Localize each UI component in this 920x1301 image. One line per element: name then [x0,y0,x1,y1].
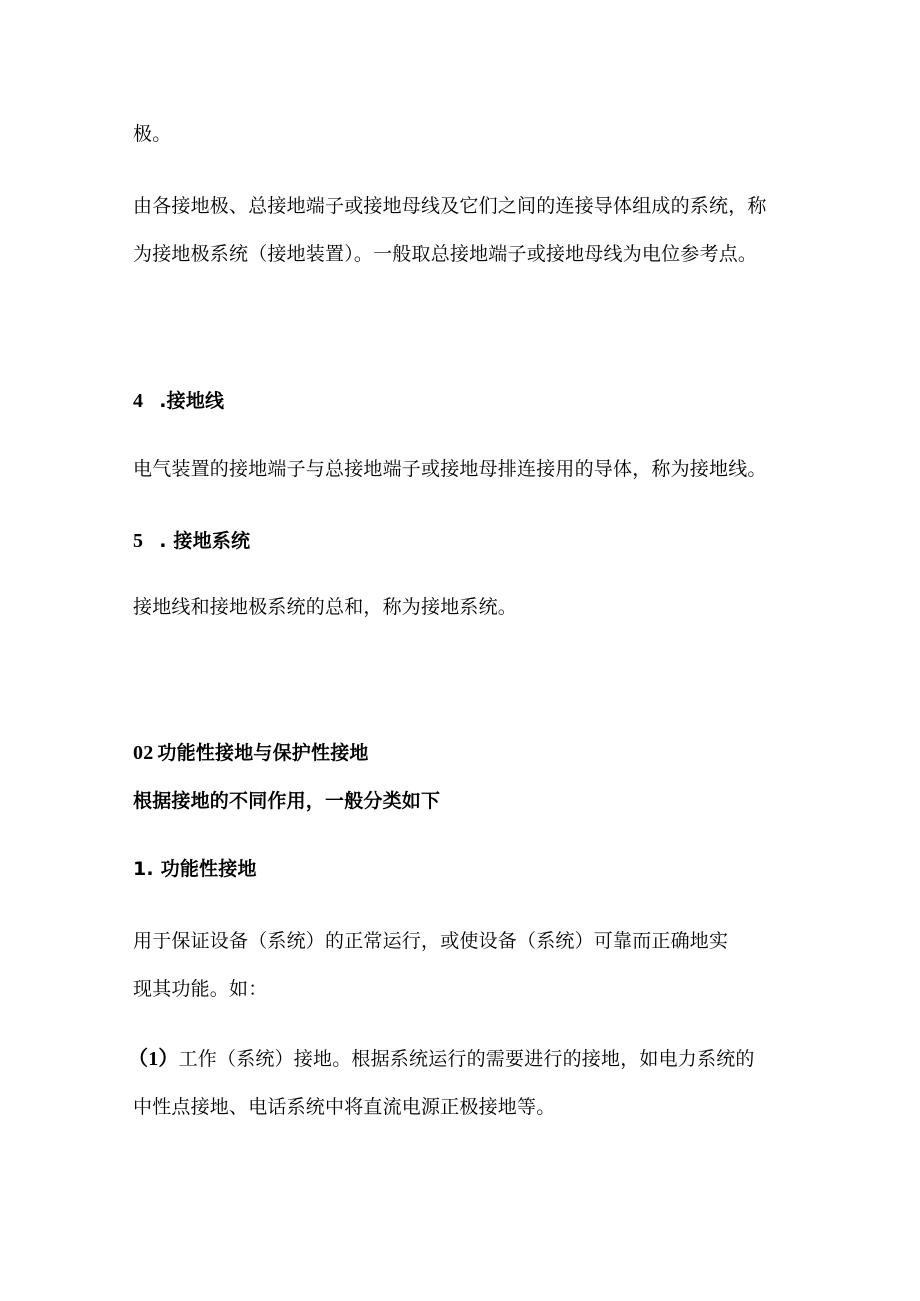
paragraph-grounding-system-line1: 由各接地极、总接地端子或接地母线及它们之间的连接导体组成的系统，称 [133,195,767,217]
paragraph-grounding-system-line2: 为接地极系统（接地装置）。一般取总接地端子或接地母线为电位参考点。 [133,243,758,265]
list-item-1-line1 [128,1046,755,1072]
section-02-subheading: 根据接地的不同作用，一般分类如下 [133,790,441,812]
list-item-1-number: （1） [128,1048,179,1070]
section-02-title: 功能性接地与保护性接地 [157,742,369,764]
paragraph-1-line2: 现其功能。如： [133,978,268,1000]
paragraph-5: 接地线和接地极系统的总和，称为接地系统。 [133,596,518,618]
heading-5 [133,528,250,554]
heading-5-number: 5 [133,530,144,552]
paragraph-1-line1: 用于保证设备（系统）的正常运行，或使设备（系统）可靠而正确地实 [133,930,729,952]
list-item-1-text: 工作（系统）接地。根据系统运行的需要进行的接地，如电力系统的 [178,1048,755,1070]
heading-1-functional-grounding: 1. 功能性接地 [133,858,257,880]
heading-4 [133,388,224,414]
paragraph-intro-tail: 极。 [133,123,172,145]
heading-5-title: . 接地系统 [159,530,251,552]
heading-4-number: 4 [133,390,144,412]
section-02-heading [133,740,369,766]
section-02-number: 02 [133,742,154,764]
list-item-1-line2: 中性点接地、电话系统中将直流电源正极接地等。 [133,1096,556,1118]
paragraph-4: 电气装置的接地端子与总接地端子或接地母排连接用的导体，称为接地线。 [133,458,767,480]
heading-4-title: .接地线 [159,390,225,412]
